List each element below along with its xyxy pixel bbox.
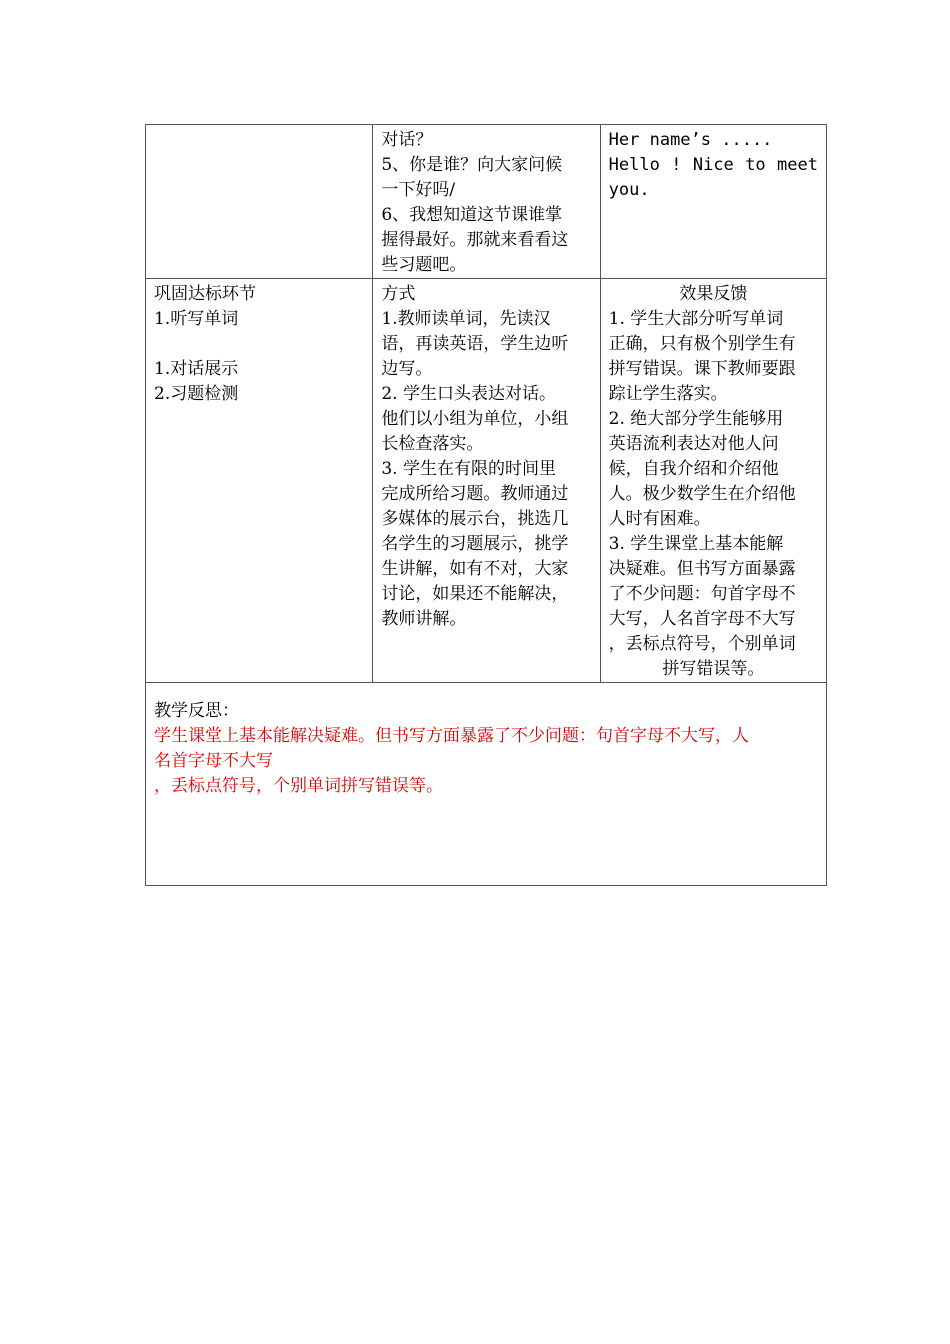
feedback-line: 人。极少数学生在介绍他 — [608, 484, 796, 504]
stage-item: 1.对话展示 — [154, 359, 239, 379]
feedback-line: 人时有困难。 — [608, 509, 711, 529]
feedback-line: 3. 学生课堂上基本能解 — [608, 534, 784, 554]
blank-line — [154, 332, 364, 357]
dialogue-method-cell — [373, 125, 600, 279]
feedback-line: 候，自我介绍和介绍他 — [608, 459, 779, 479]
method-line: 3. 学生在有限的时间里 — [381, 459, 556, 479]
feedback-header: 效果反馈 — [679, 284, 748, 304]
stage-item: 2.习题检测 — [154, 384, 239, 404]
stage-item: 1.听写单词 — [154, 309, 239, 329]
consolidation-row — [146, 279, 827, 683]
method-line: 名学生的习题展示，挑学 — [381, 534, 569, 554]
feedback-line: 1. 学生大部分听写单词 — [608, 309, 784, 329]
method-line: 5、你是谁？向大家问候 — [381, 155, 563, 175]
stage-cell — [146, 279, 373, 683]
feedback-line: 拼写错误等。 — [662, 659, 765, 679]
method-line: 教师讲解。 — [381, 609, 467, 629]
method-line: 语，再读英语，学生边听 — [381, 334, 569, 354]
reflection-text: 名首字母不大写 — [154, 751, 273, 771]
method-line: 他们以小组为单位，小组 — [381, 409, 569, 429]
method-line: 完成所给习题。教师通过 — [381, 484, 569, 504]
dialogue-example-cell — [600, 125, 826, 279]
stage-title: 巩固达标环节 — [154, 284, 256, 304]
method-line: 些习题吧。 — [381, 255, 467, 275]
method-line: 长检查落实。 — [381, 434, 484, 454]
dialogue-row — [146, 125, 827, 279]
method-line: 讨论，如果还不能解决， — [381, 584, 569, 604]
lesson-plan-table — [145, 124, 827, 886]
feedback-line: 正确，只有极个别学生有 — [608, 334, 796, 354]
method-line: 对话？ — [381, 130, 433, 150]
method-line: 多媒体的展示台，挑选几 — [381, 509, 569, 529]
feedback-line: 踪让学生落实。 — [608, 384, 728, 404]
empty-stage-cell — [146, 125, 373, 279]
method-line: 边写。 — [381, 359, 433, 379]
method-line: 1.教师读单词，先读汉 — [381, 309, 551, 329]
reflection-cell — [146, 683, 827, 886]
feedback-line: 了不少问题：句首字母不 — [608, 584, 796, 604]
method-header: 方式 — [381, 284, 416, 304]
feedback-line: 英语流利表达对他人问 — [608, 434, 779, 454]
example-line: Her name’s ..... — [608, 130, 773, 150]
feedback-line: 决疑难。但书写方面暴露 — [608, 559, 796, 579]
feedback-line: 2. 绝大部分学生能够用 — [608, 409, 784, 429]
reflection-text: ，丢标点符号，个别单词拼写错误等。 — [154, 776, 443, 796]
feedback-line: 大写，人名首字母不大写 — [608, 609, 796, 629]
method-cell — [373, 279, 600, 683]
example-line: Hello ! Nice to meet — [608, 155, 818, 175]
method-line: 6、我想知道这节课谁掌 — [381, 205, 563, 225]
method-line: 握得最好。那就来看看这 — [381, 230, 569, 250]
method-line: 2. 学生口头表达对话。 — [381, 384, 556, 404]
reflection-text: 学生课堂上基本能解决疑难。但书写方面暴露了不少问题：句首字母不大写，人 — [154, 726, 749, 746]
reflection-row — [146, 683, 827, 886]
feedback-cell — [600, 279, 826, 683]
method-line: 一下好吗/ — [381, 180, 456, 200]
reflection-label: 教学反思： — [154, 701, 239, 721]
feedback-line: 拼写错误。课下教师要跟 — [608, 359, 796, 379]
example-line: you. — [608, 180, 650, 200]
method-line: 生讲解，如有不对，大家 — [381, 559, 569, 579]
feedback-line: ，丢标点符号，个别单词 — [608, 634, 796, 654]
